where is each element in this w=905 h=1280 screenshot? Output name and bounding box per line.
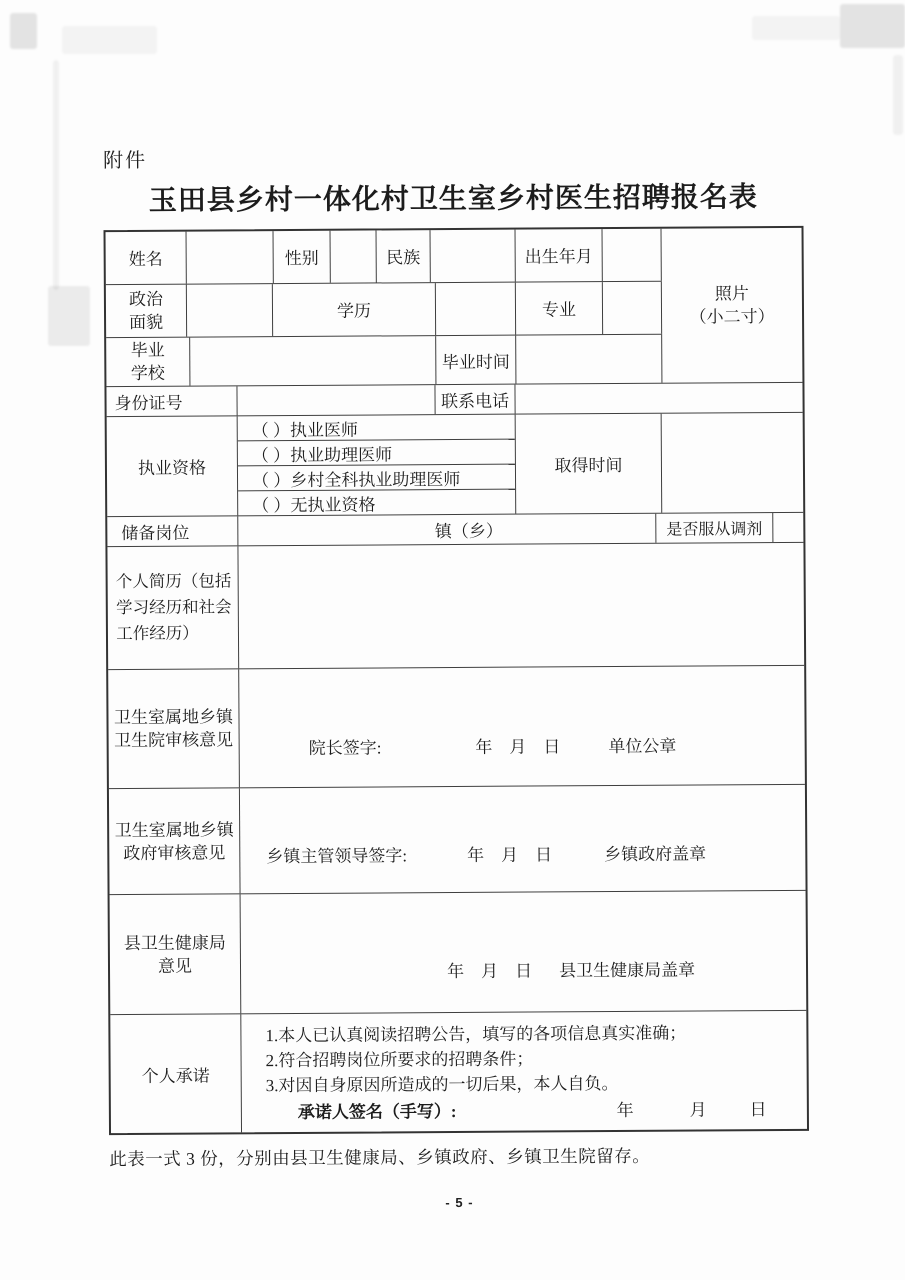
- qualification-option-none: （ ）无执业资格: [252, 495, 376, 516]
- birth-date-value-cell: [603, 229, 662, 281]
- graduate-school-label-line1: 毕业: [130, 340, 165, 361]
- hospital-review-label: [108, 669, 240, 788]
- application-form-table: [104, 226, 810, 1135]
- row-id-phone: [106, 383, 802, 417]
- id-number-value-cell: [237, 385, 435, 415]
- government-review-label-line1: 卫生室属地乡镇: [114, 819, 234, 840]
- scan-artifact-top-left-2: [62, 26, 157, 54]
- graduate-school-label-line2: 学校: [130, 363, 165, 384]
- major-value-cell: [603, 281, 662, 334]
- commitment-items: [241, 1020, 806, 1098]
- scan-artifact-left-streak: [53, 60, 59, 290]
- hospital-date-label: 年 月 日: [475, 737, 561, 757]
- hospital-review-content-cell: [239, 666, 805, 787]
- political-status-label: [106, 284, 187, 337]
- scan-artifact-top-right: [840, 4, 905, 48]
- graduation-time-label: 毕业时间: [436, 336, 516, 384]
- county-review-content-cell: [241, 891, 807, 1013]
- phone-label: 联系电话: [435, 385, 515, 414]
- qualification-option-rural-assistant-doctor: （ ）乡村全科执业助理医师: [238, 465, 515, 492]
- county-review-label: [110, 894, 242, 1014]
- obtained-time-label: 取得时间: [516, 414, 663, 514]
- reserve-post-town-label: 镇（乡）: [238, 514, 656, 546]
- row-reserve-post: [107, 513, 803, 547]
- commitment-month-label: 月: [689, 1100, 707, 1120]
- hospital-seal-label: 单位公章: [608, 736, 677, 757]
- row-name: [106, 229, 662, 285]
- resume-band: [107, 543, 804, 670]
- hospital-review-label-line2: 卫生院审核意见: [114, 730, 234, 751]
- political-status-value-cell: [187, 284, 273, 337]
- page-title: 玉田县乡村一体化村卫生室乡村医生招聘报名表: [148, 181, 758, 216]
- commitment-day-label: 日: [749, 1100, 767, 1120]
- commitment-band: [110, 1011, 807, 1133]
- ethnicity-value-cell: [431, 230, 516, 282]
- government-review-label: [109, 788, 241, 894]
- commitment-item-1: 1.本人已认真阅读招聘公告，填写的各项信息真实准确；: [265, 1023, 687, 1046]
- graduate-school-label: [106, 338, 190, 386]
- commitment-content-cell: [241, 1011, 807, 1132]
- scan-artifact-left-blob: [48, 286, 90, 346]
- resume-value-cell: [238, 543, 804, 668]
- resume-label-lines: 个人简历（包括 学习经历和社会 工作经历）: [115, 571, 232, 644]
- county-review-label-line1: 县卫生健康局: [123, 932, 226, 953]
- qualification-option-licensed-doctor: （ ）执业医师: [238, 415, 515, 442]
- footer-note: 此表一式 3 份，分别由县卫生健康局、乡镇政府、乡镇卫生院留存。: [109, 1145, 651, 1170]
- commitment-item-3: 3.对因自身原因所造成的一切后果，本人自负。: [265, 1074, 619, 1096]
- row-political: [106, 281, 662, 338]
- major-label: 专业: [516, 282, 603, 335]
- government-seal-label: 乡镇政府盖章: [604, 844, 707, 865]
- county-date-label: 年 月 日: [446, 961, 533, 982]
- political-status-label-line2: 面貌: [129, 312, 164, 332]
- hospital-review-band: [108, 666, 805, 789]
- reserve-post-label: 储备岗位: [107, 516, 238, 546]
- commitment-item-2: 2.符合招聘岗位所要求的招聘条件；: [265, 1049, 534, 1071]
- government-review-band: [109, 785, 806, 895]
- hospital-sign-label: 院长签字:: [308, 738, 382, 758]
- page-number: - 5 -: [445, 1194, 474, 1211]
- scan-artifact-top-left: [10, 13, 37, 49]
- ethnicity-label: 民族: [377, 230, 431, 282]
- graduation-time-value-cell: [516, 335, 662, 384]
- adjustment-label: 是否服从调剂: [656, 513, 773, 543]
- birth-date-label: 出生年月: [516, 229, 603, 281]
- photo-label-line1: 照片: [714, 284, 749, 304]
- commitment-sign-label: 承诺人签名（手写）:: [297, 1101, 457, 1122]
- commitment-label: 个人承诺: [110, 1014, 242, 1133]
- graduate-school-value-cell: [190, 336, 436, 385]
- obtained-time-value-cell: [662, 413, 804, 513]
- gender-value-cell: [331, 230, 377, 282]
- row-school: [106, 335, 662, 386]
- qualification-label: 执业资格: [107, 416, 239, 516]
- adjustment-value-cell: [773, 513, 803, 542]
- scan-artifact-right-streak: [893, 55, 903, 135]
- qualification-band: [107, 413, 804, 517]
- commitment-year-label: 年: [616, 1100, 634, 1121]
- name-label: 姓名: [106, 232, 187, 284]
- qualification-options: [238, 415, 517, 516]
- government-date-label: 年 月 日: [467, 845, 553, 865]
- hospital-review-label-line1: 卫生室属地乡镇: [113, 707, 234, 728]
- photo-cell: [662, 228, 803, 383]
- government-review-label-line2: 政府审核意见: [123, 842, 226, 863]
- education-label: 学历: [273, 283, 436, 337]
- document-content: [103, 145, 809, 1212]
- name-value-cell: [187, 231, 274, 283]
- attachment-label: 附件: [103, 149, 148, 173]
- basic-info-band: [106, 228, 803, 387]
- phone-value-cell: [515, 383, 802, 414]
- gender-label: 性别: [274, 231, 331, 283]
- county-seal-label: 县卫生健康局盖章: [558, 960, 696, 981]
- county-review-label-line2: 意见: [157, 956, 193, 976]
- basic-info-grid: [106, 229, 663, 386]
- government-review-content-cell: [240, 785, 806, 893]
- id-number-label: 身份证号: [106, 386, 237, 416]
- education-value-cell: [436, 282, 516, 335]
- scan-artifact-top-right-2: [752, 16, 840, 40]
- political-status-label-line1: 政治: [128, 289, 163, 309]
- photo-label-line2: （小二寸）: [689, 307, 775, 327]
- county-review-band: [110, 891, 807, 1015]
- government-sign-label: 乡镇主管领导签字:: [266, 846, 408, 867]
- resume-label: [107, 546, 239, 669]
- qualification-option-assistant-doctor: （ ）执业助理医师: [238, 440, 515, 467]
